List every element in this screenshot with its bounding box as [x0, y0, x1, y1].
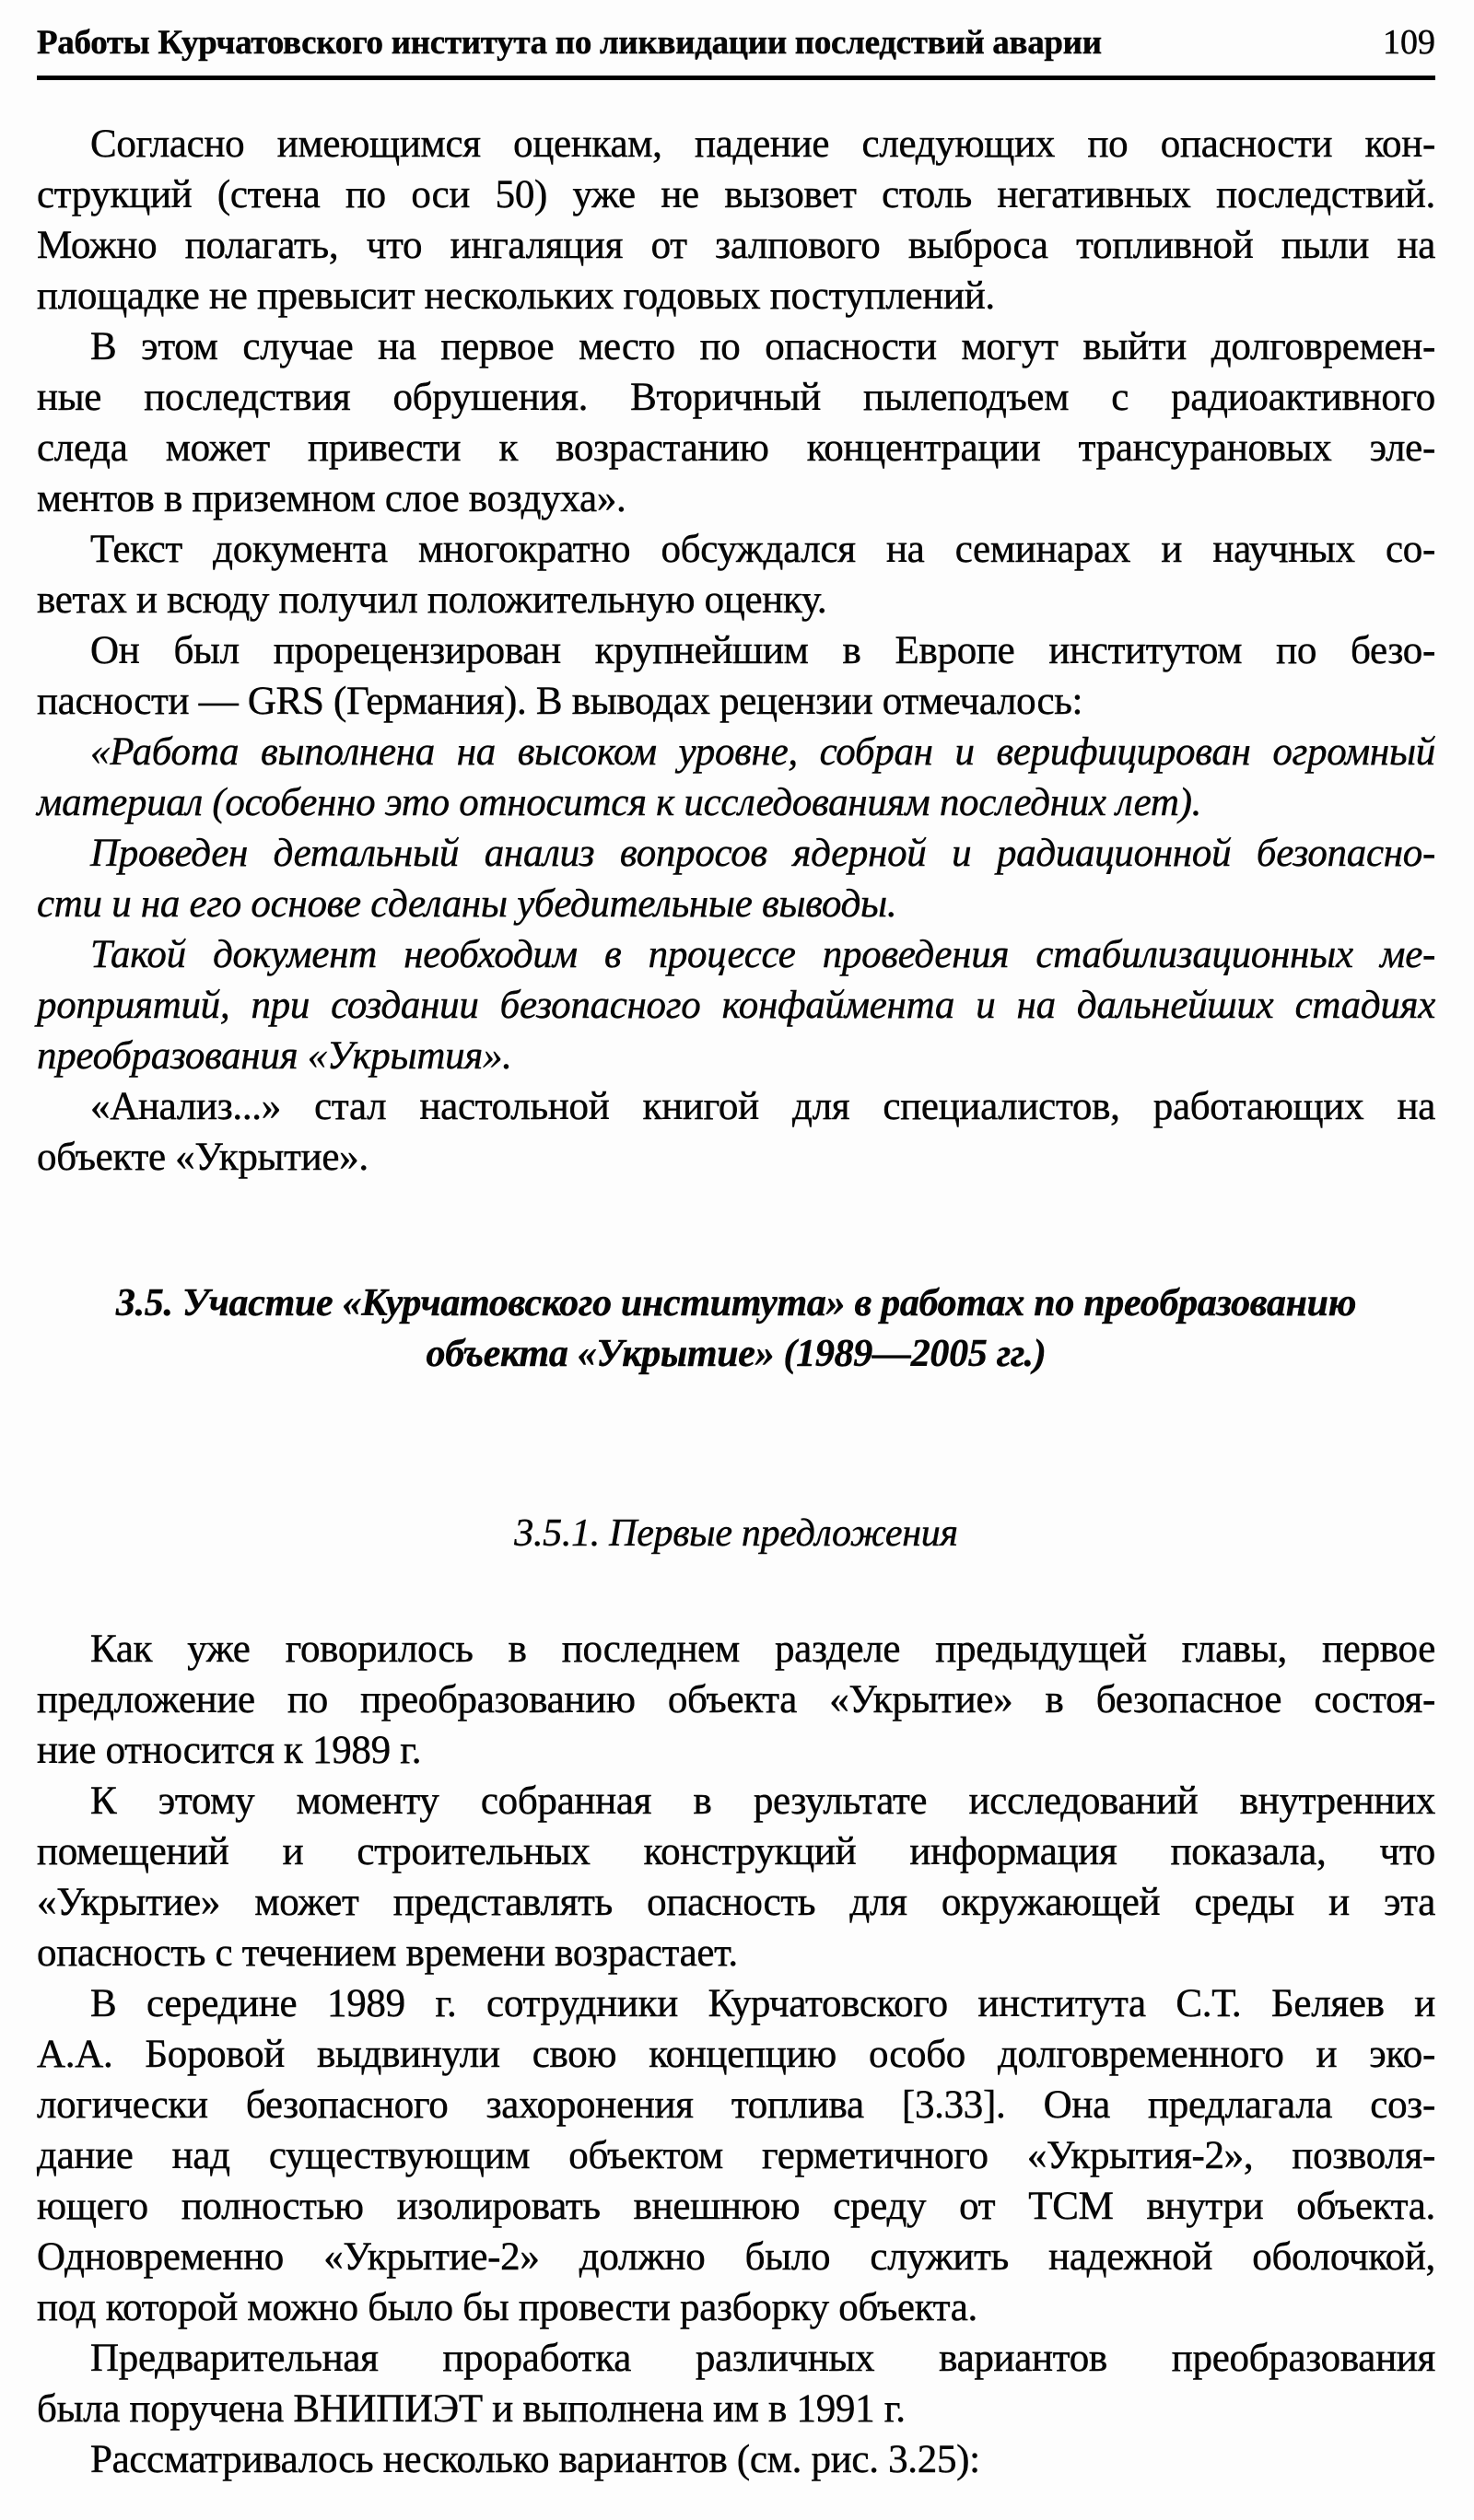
text-line: ющего полностью изолировать внешнюю среду от ТСМ внутри объекта. [37, 2185, 1435, 2228]
header-rule [37, 76, 1435, 80]
section-heading [37, 1278, 1435, 1380]
paragraph [37, 828, 1435, 929]
paragraph [37, 929, 1435, 1081]
text-line: площадке не превысит нескольких годовых поступлений. [37, 274, 995, 318]
text-line: В этом случае на первое место по опасности могут выйти долговремен- [90, 325, 1435, 368]
paragraph [37, 321, 1435, 524]
text-line: логически безопасного захоронения топлива [3.33]. Она предлагала соз- [37, 2083, 1435, 2127]
page-body [0, 119, 1474, 2485]
paragraph [37, 727, 1435, 828]
paragraph [37, 1624, 1435, 1776]
text-line: была поручена ВНИПИЭТ и выполнена им в 1991 г. [37, 2387, 906, 2431]
paragraph [37, 1776, 1435, 1978]
text-line: 3.5.1. Первые предложения [514, 1512, 958, 1555]
text-line: объекта «Укрытие» (1989—2005 гг.) [426, 1333, 1047, 1375]
paragraph [37, 2333, 1435, 2434]
text-line: ние относится к 1989 г. [37, 1729, 422, 1772]
paragraph [37, 1978, 1435, 2333]
text-line: предложение по преобразованию объекта «Укрытие» в безопасное состоя- [37, 1678, 1435, 1721]
text-line: В середине 1989 г. сотрудники Курчатовского института С.Т. Беляев и [90, 1982, 1435, 2025]
text-line: преобразования «Укрытия». [37, 1034, 512, 1078]
text-line: Такой документ необходим в процессе проведения стабилизационных ме- [90, 933, 1435, 976]
text-line: Текст документа многократно обсуждался на семинарах и научных со- [90, 528, 1435, 571]
text-line: ветах и всюду получил положительную оценку. [37, 578, 827, 622]
text-line: материал (особенно это относится к исследованиям последних лет). [37, 781, 1202, 824]
text-line: «Работа выполнена на высоком уровне, собран и верифицирован огромный [90, 730, 1435, 774]
text-line: струкций (стена по оси 50) уже не вызовет столь негативных последствий. [37, 173, 1435, 216]
paragraph [37, 2434, 1435, 2485]
text-line: дание над существующим объектом герметичного «Укрытия-2», позволя- [37, 2134, 1435, 2177]
text-line: К этому моменту собранная в результате исследований внутренних [90, 1779, 1435, 1823]
text-line: сти и на его основе сделаны убедительные выводы. [37, 882, 897, 926]
text-line: «Анализ...» стал настольной книгой для специалистов, работающих на [90, 1085, 1435, 1128]
text-line: Одновременно «Укрытие-2» должно было служить надежной оболочкой, [37, 2235, 1435, 2279]
text-line: «Укрытие» может представлять опасность для окружающей среды и эта [37, 1881, 1435, 1924]
text-line: ментов в приземном слое воздуха». [37, 477, 626, 520]
text-line: ные последствия обрушения. Вторичный пылеподъем с радиоактивного [37, 376, 1435, 419]
text-line: Рассматривалось несколько вариантов (см. рис. 3.25): [90, 2438, 980, 2481]
text-line: пасности — GRS (Германия). В выводах рецензии отмечалось: [37, 680, 1083, 723]
page-header [0, 0, 1474, 64]
text-line: Проведен детальный анализ вопросов ядерной и радиационной безопасно- [90, 832, 1435, 875]
text-line: Предварительная проработка различных вариантов преобразования [90, 2337, 1435, 2380]
running-title: Работы Курчатовского института по ликвидации последствий аварии [37, 24, 1102, 62]
text-line: Как уже говорилось в последнем разделе предыдущей главы, первое [90, 1628, 1435, 1671]
subsection-heading [37, 1509, 1435, 1559]
text-line: помещений и строительных конструкций информация показала, что [37, 1830, 1435, 1873]
paragraph [37, 524, 1435, 625]
paragraph [37, 625, 1435, 727]
text-line: под которой можно было бы провести разборку объекта. [37, 2286, 977, 2329]
text-line: 3.5. Участие «Курчатовского института» в работах по преобразованию [115, 1282, 1357, 1324]
text-line: Можно полагать, что ингаляция от залпового выброса топливной пыли на [37, 224, 1435, 267]
text-line: объекте «Укрытие». [37, 1136, 368, 1179]
text-line: следа может привести к возрастанию концентрации трансурановых эле- [37, 426, 1435, 470]
text-line: опасность с течением времени возрастает. [37, 1931, 738, 1975]
text-line: Он был прорецензирован крупнейшим в Европе институтом по безо- [90, 629, 1435, 672]
text-line: роприятий, при создании безопасного конфаймента и на дальнейших стадиях [37, 984, 1435, 1027]
paragraph [37, 119, 1435, 321]
paragraph [37, 1081, 1435, 1183]
text-line: Согласно имеющимся оценкам, падение следующих по опасности кон- [90, 122, 1435, 166]
page-number: 109 [1383, 23, 1435, 62]
text-line: А.А. Боровой выдвинули свою концепцию особо долговременного и эко- [37, 2033, 1435, 2076]
